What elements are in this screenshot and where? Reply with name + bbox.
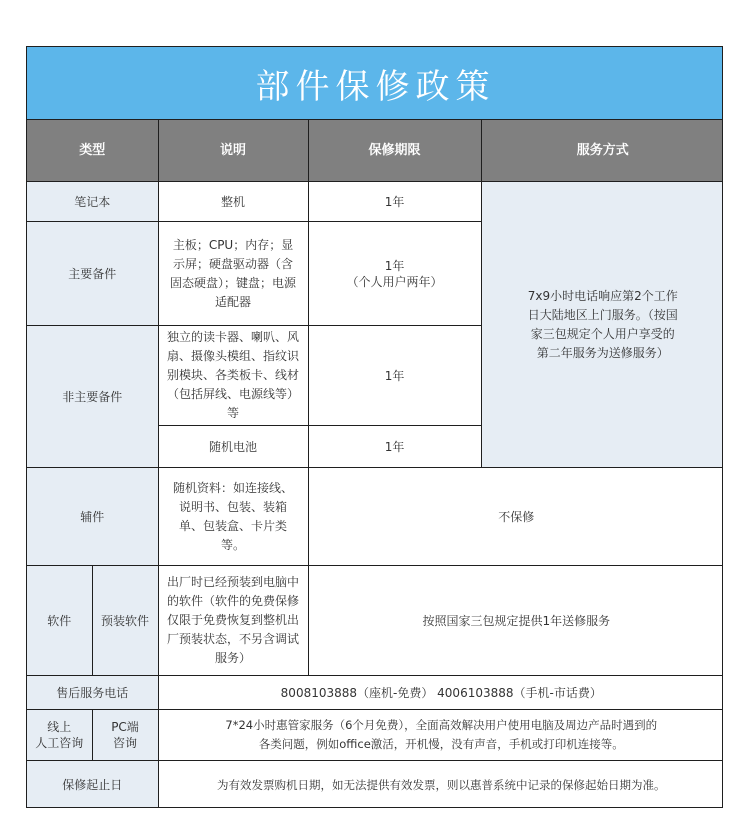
period-cell bbox=[308, 222, 481, 326]
page-title: 部件保修政策 bbox=[27, 47, 723, 119]
hotline-label: 售后服务电话 bbox=[27, 676, 158, 710]
online-label-line1: 线上 bbox=[47, 720, 72, 734]
service-cell: 按照国家三包规定提供1年送修服务 bbox=[308, 566, 723, 676]
header-description: 说明 bbox=[158, 120, 308, 182]
online-label bbox=[27, 710, 92, 761]
type-cell: 主要备件 bbox=[27, 222, 158, 326]
warranty-policy-panel bbox=[26, 46, 723, 808]
description-cell: 整机 bbox=[158, 182, 308, 222]
type-cell: 软件 bbox=[27, 566, 92, 676]
header-type: 类型 bbox=[27, 120, 158, 182]
online-value-line2: 各类问题，例如office激活，开机慢，没有声音，手机或打印机连接等。 bbox=[258, 737, 624, 751]
sub-type-cell: 预装软件 bbox=[92, 566, 158, 676]
online-sub-line2: 咨询 bbox=[113, 736, 138, 750]
description-cell: 出厂时已经预装到电脑中的软件（软件的免费保修仅限于免费恢复到整机出厂预装状态，不另含调试服务） bbox=[158, 566, 308, 676]
type-cell: 笔记本 bbox=[27, 182, 158, 222]
table-row bbox=[27, 676, 723, 710]
type-cell: 非主要备件 bbox=[27, 326, 158, 468]
online-sub-label bbox=[92, 710, 158, 761]
service-cell: 不保修 bbox=[308, 468, 723, 566]
table-row bbox=[27, 468, 723, 566]
start-date-value: 为有效发票购机日期，如无法提供有效发票，则以惠普系统中记录的保修起始日期为准。 bbox=[158, 761, 723, 809]
table-row bbox=[27, 710, 723, 761]
period-note: （个人用户两年） bbox=[346, 274, 443, 289]
period-cell: 1年 bbox=[308, 182, 481, 222]
description-cell: 随机资料：如连接线、说明书、包装、装箱单、包装盒、卡片类等。 bbox=[158, 468, 308, 566]
description-cell: 随机电池 bbox=[158, 426, 308, 468]
description-cell: 独立的读卡器、喇叭、风扇、摄像头模组、指纹识别模块、各类板卡、线材（包括屏线、电源线等）等 bbox=[158, 326, 308, 426]
start-date-label: 保修起止日 bbox=[27, 761, 158, 809]
online-label-line2: 人工咨询 bbox=[35, 736, 84, 750]
period-value: 1年 bbox=[384, 258, 405, 273]
description-cell: 主板；CPU；内存；显示屏；硬盘驱动器（含固态硬盘）；键盘；电源适配器 bbox=[158, 222, 308, 326]
hotline-value: 8008103888（座机-免费） 4006103888（手机-市话费） bbox=[158, 676, 723, 710]
header-service: 服务方式 bbox=[481, 120, 723, 182]
header-period: 保修期限 bbox=[308, 120, 481, 182]
online-sub-line1: PC端 bbox=[111, 720, 139, 734]
table-row bbox=[27, 566, 723, 676]
period-cell: 1年 bbox=[308, 326, 481, 426]
period-cell: 1年 bbox=[308, 426, 481, 468]
warranty-table bbox=[27, 119, 723, 808]
type-cell: 辅件 bbox=[27, 468, 158, 566]
table-row bbox=[27, 761, 723, 809]
table-row bbox=[27, 182, 723, 222]
service-method-cell: 7x9小时电话响应第2个工作日大陆地区上门服务。（按国家三包规定个人用户享受的第二年服务为送修服务） bbox=[481, 182, 723, 468]
online-value bbox=[158, 710, 723, 761]
online-value-line1: 7*24小时惠管家服务（6个月免费），全面高效解决用户使用电脑及周边产品时遇到的 bbox=[225, 718, 658, 732]
table-header-row bbox=[27, 120, 723, 182]
